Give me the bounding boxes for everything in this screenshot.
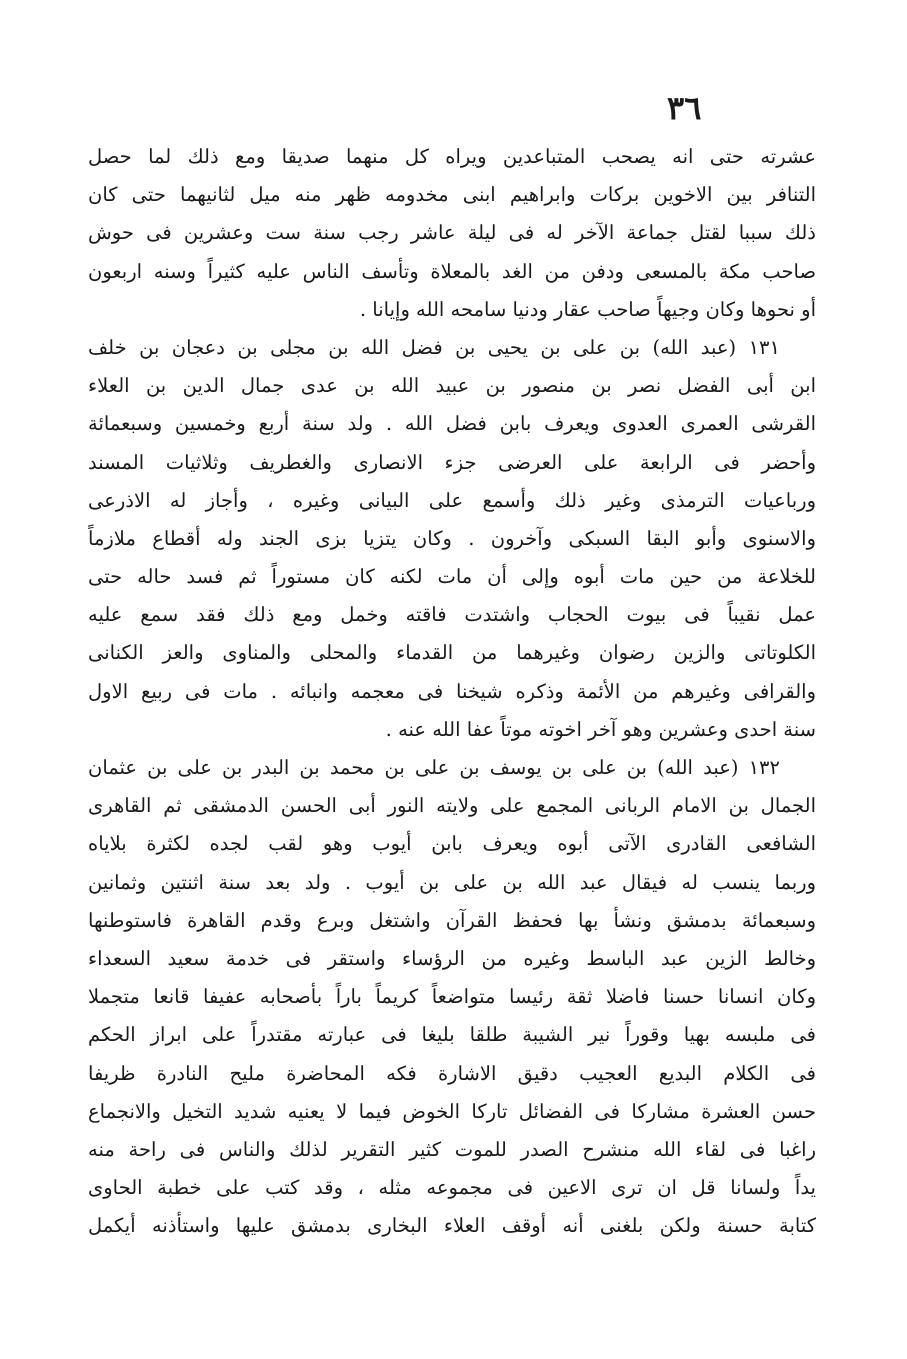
text-line: وكان انسانا حسنا فاضلا ثقة رئيسا متواضعاً كريماً باراً بأصحابه عفيفا قانعا متجملا [88,985,816,1009]
text-line: ورباعيات الترمذى وغير ذلك وأسمع على البيانى وغيره ، وأجاز له الاذرعى [88,488,816,512]
text-line: ذلك سببا لقتل جماعة الآخر له فى ليلة عاشر رجب سنة ست وعشرين فى حوش [88,221,816,245]
text-line: أو نحوها وكان وجيهاً صاحب عقار ودنيا سامحه الله وإيانا . [359,297,816,321]
text-line: القرشى العمرى العدوى ويعرف بابن فضل الله . ولد سنة أربع وخمسين وسبعمائة [88,412,816,436]
text-line: عشرته حتى انه يصحب المتباعدين ويراه كل منهما صديقا ومع ذلك لما حصل [88,145,816,168]
text-line: فى الكلام البديع العجيب دقيق الاشارة فكه المحاضرة مليح النادرة ظريفا [88,1061,816,1085]
text-line: الجمال بن الامام الربانى المجمع على ولايته النور أبى الحسن الدمشقى ثم القاهرى [88,794,816,818]
text-line: الشافعى القادرى الآتى أبوه ويعرف بابن أيوب وهو لقب لجده لكثرة بلاياه [88,832,816,856]
text-line: راغبا فى لقاء الله منشرح الصدر للموت كثير التقرير لذلك والناس فى راحة منه [88,1137,816,1161]
text-line: سنة احدى وعشرين وهو آخر اخوته موتاً عفا الله عنه . [385,717,816,741]
text-line: كتابة حسنة ولكن بلغنى أنه أوقف العلاء البخارى بدمشق عليها واستأذنه أيكمل [88,1214,816,1238]
text-line: التنافر بين الاخوين بركات وابراهيم ابنى مخدومه ظهر منه ميل لثانيهما حتى كان [88,183,816,207]
text-line: ١٣٢ (عبد الله) بن على بن يوسف بن على بن محمد بن البدر بن على بن عثمان [88,756,780,779]
text-line: حسن العشرة مشاركا فى الفضائل تاركا الخوض فيما لا يعنيه شديد التخيل والانجماع [88,1099,816,1123]
text-line: والاسنوى وأبو البقا السبكى وآخرون . وكان يتزيا بزى الجند وله أقطاع ملازماً [88,526,816,550]
text-line: فى ملبسه بهيا وقوراً نير الشيبة طلقا بليغا فى عبارته مقتدراً على ابراز الحكم [88,1023,816,1047]
body-text [88,138,816,1245]
text-line: عمل نقيباً فى بيوت الحجاب واشتدت فاقته وخمل ومع ذلك فقد سمع عليه [88,603,816,627]
text-line: صاحب مكة بالمسعى ودفن من الغد بالمعلاة وتأسف الناس عليه كثيراً وسنه اربعون [88,259,816,283]
text-line: يداً ولسانا قل ان ترى الاعين فى مجموعه مثله ، وقد كتب على خطبة الحاوى [88,1176,816,1200]
text-line: وربما ينسب له فيقال عبد الله بن على بن أيوب . ولد بعد سنة اثنتين وثمانين [88,870,816,894]
page-number: ٣٦ [667,89,702,127]
text-line: وأحضر فى الرابعة على العرضى جزء الانصارى والغطريف وثلاثيات المسند [88,450,816,474]
text-line: للخلاعة من حين مات أبوه وإلى أن مات لكنه كان مستوراً ثم فسد حاله حتى [88,565,816,589]
text-line: ابن أبى الفضل نصر بن منصور بن عبيد الله بن عدى جمال الدين بن العلاء [88,374,816,398]
text-line: وسبعمائة بدمشق ونشأ بها فحفظ القرآن واشتغل وبرع وقدم القاهرة فاستوطنها [88,908,816,932]
text-line: وخالط الزين عبد الباسط وغيره من الرؤساء واستقر فى خدمة سعيد السعداء [88,946,816,970]
text-line: ١٣١ (عبد الله) بن على بن يحيى بن فضل الله بن مجلى بن دعجان بن خلف [88,335,780,359]
text-line: والقرافى وغيرهم من الأئمة وذكره شيخنا فى معجمه وانبائه . مات فى ربيع الاول [88,679,816,703]
text-line: الكلوتاتى والزين رضوان وغيرهما من القدماء والمحلى والمناوى والعز الكنانى [88,641,816,665]
